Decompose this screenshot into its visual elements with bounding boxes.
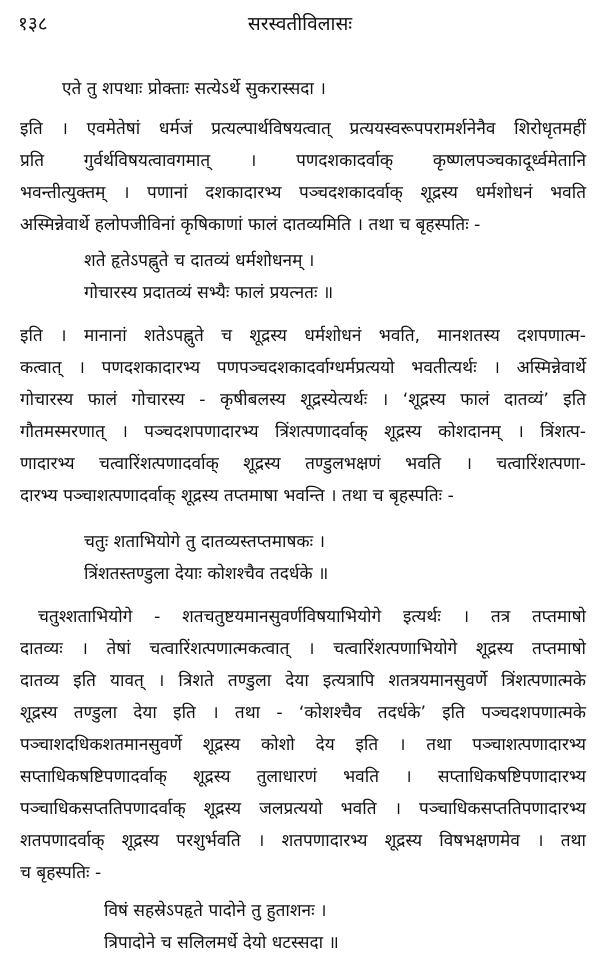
verse-line: शते हृतेऽपह्नुते च दातव्यं धर्मशोधनम् । xyxy=(84,251,315,271)
prose-line: शूद्रस्य तण्डुला देया इति । तथा - ‘कोशश्चैव तदर्धके’ इति पञ्चदशपणात्मके xyxy=(20,703,586,723)
prose-line: भवन्तीत्युक्तम् । पणानां दशकादारभ्य पञ्चदशकादर्वाक् शूद्रस्य धर्मशोधनं भवति xyxy=(20,183,586,203)
prose-line: प्रति गुर्वर्थविषयत्वावगमात् । पणदशकादर्वाक् कृष्णलपञ्चकादूर्ध्वमेतानि xyxy=(20,151,586,171)
prose-line: इति । एवमेतेषां धर्मजं प्रत्यल्पार्थविषयत्वात् प्रत्ययस्वरूपपरामर्शनेनैव शिरोधृतमहीं xyxy=(20,119,586,139)
prose-line: कत्वात् । पणदशकादारभ्य पणपञ्चदशकादर्वाग्धर्मप्रत्ययो भवतीत्यर्थः । अस्मिन्नेवार्थे xyxy=(20,358,586,378)
verse-line: त्रिंशतस्तण्डुला देयाः कोशश्चैव तदर्धके ॥ xyxy=(84,564,329,584)
running-title: सरस्वतीविलासः xyxy=(247,13,353,35)
prose-line: चतुश्शताभियोगे - शतचतुष्टयमानसुवर्णविषयाभियोगे इत्यर्थः । तत्र तप्तमाषो xyxy=(38,607,586,627)
verse-line: गोचारस्य प्रदातव्यं सभ्यैः फालं प्रयत्नतः ॥ xyxy=(84,283,334,303)
prose-line: गोचारस्य फालं गोचारस्य - कृषीबलस्य शूद्रस्येत्यर्थः । ‘शूद्रस्य फालं दातव्यं’ इति xyxy=(20,390,586,410)
prose-line: दारभ्य पञ्चाशत्पणादर्वाक् शूद्रस्य तप्तमाषा भवन्ति । तथा च बृहस्पतिः - xyxy=(20,486,454,506)
prose-line: णादारभ्य चत्वारिंशत्पणादर्वाक् शूद्रस्य तण्डुलभक्षणं भवति । चत्वारिंशत्पणा- xyxy=(20,454,586,474)
verse-line: एते तु शपथाः प्रोक्ताः सत्येऽर्थे सुकरास्सदा । xyxy=(62,79,326,99)
page-number: १३८ xyxy=(18,13,48,35)
prose-line: सप्ताधिकषष्टिपणादर्वाक् शूद्रस्य तुलाधारणं भवति । सप्ताधिकषष्टिपणादारभ्य xyxy=(20,767,586,787)
prose-line: शतपणादर्वाक् शूद्रस्य परशुर्भवति । शतपणादारभ्य शूद्रस्य विषभक्षणमेव । तथा xyxy=(20,831,586,851)
prose-line: दातव्यः । तेषां चत्वारिंशत्पणात्मकत्वात् । चत्वारिंशत्पणाभियोगे शूद्रस्य तप्तमाषो xyxy=(20,639,586,659)
prose-line: च बृहस्पतिः - xyxy=(20,863,102,883)
verse-line: त्रिपादोने च सलिलमर्धे देयो धटस्सदा ॥ xyxy=(104,933,339,953)
verse-line: चतुः शताभियोगे तु दातव्यस्तप्तमाषकः । xyxy=(84,532,326,552)
prose-line: अस्मिन्नेवार्थे हलोपजीविनां कृषिकाणां फालं दातव्यमिति । तथा च बृहस्पतिः - xyxy=(20,215,481,235)
prose-line: गौतमस्मरणात् । पञ्चदशपणादारभ्य त्रिंशत्पणादर्वाक् शूद्रस्य कोशदानम् । त्रिंशत्प- xyxy=(20,422,586,442)
prose-line: इति । मानानां शतेऽपह्नुते च शूद्रस्य धर्मशोधनं भवति, मानशतस्य दशपणात्म- xyxy=(20,326,586,346)
prose-line: पञ्चाधिकसप्ततिपणादर्वाक् शूद्रस्य जलप्रत्ययो भवति । पञ्चाधिकसप्ततिपणादारभ्य xyxy=(20,799,586,819)
prose-line: दातव्य इति यावत् । त्रिशते तण्डुला देया इत्यत्रापि शतत्रयमानसुवर्णे त्रिंशत्पणात्मके xyxy=(20,671,586,691)
prose-line: पञ्चाशदधिकशतमानसुवर्णे शूद्रस्य कोशो देय इति । तथा पञ्चाशत्पणादारभ्य xyxy=(20,735,586,755)
page-header xyxy=(18,12,582,40)
verse-line: विषं सहस्रेऽपहृते पादोने तु हुताशनः । xyxy=(104,901,327,921)
